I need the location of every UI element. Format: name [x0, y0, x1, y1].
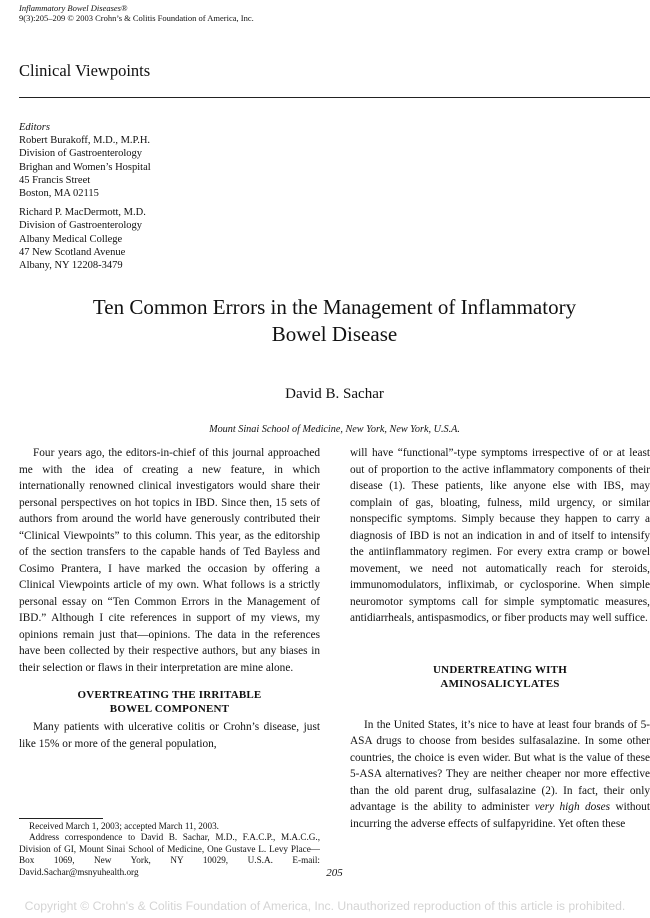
section-title: Clinical Viewpoints [19, 61, 151, 80]
editor2-line: Albany Medical College [19, 233, 123, 245]
editor1-line: Division of Gastroenterology [19, 148, 143, 160]
editor2-line: Albany, NY 12208-3479 [19, 260, 123, 272]
right-column [350, 445, 650, 832]
editor1-line: Boston, MA 02115 [19, 188, 99, 200]
editors-block [19, 121, 151, 272]
article-author: David B. Sachar [285, 386, 384, 402]
section-heading-undertreating [350, 663, 650, 691]
editor1-line: Brighan and Women’s Hospital [19, 161, 151, 173]
undertreating-text: In the United States, it’s nice to have at least four brands of 5-ASA drugs to choose from besides sulfasalazine. In some other countries, the choice is even wider. But what is the value of these 5-ASA alternatives? They are neither cheaper nor more effective than the old parent drug, sulfasalazine (2). In fact, their only advantage is the ability to administer [350, 718, 650, 813]
heading-line: BOWEL COMPONENT [109, 703, 230, 715]
section-divider [19, 97, 650, 98]
journal-name: Inflammatory Bowel Diseases® [19, 3, 128, 13]
article-title [19, 294, 650, 348]
undertreating-paragraph [350, 717, 650, 833]
article-title-line2: Bowel Disease [271, 322, 398, 346]
intro-paragraph: Four years ago, the editors-in-chief of this journal approached me with the idea of creating a new feature, in which internationally renowned clinical investigators would share their personal perspectives on hot topics in IBD. Since then, 15 sets of authors from around the world have generously contributed their “Clinical Viewpoints” to this column. This year, as the editorship of the section transfers to the capable hands of Ted Bayless and Cosimo Prantera, I have marked the occasion by offering a Clinical Viewpoints article of my own. What follows is a strictly personal essay on “Ten Common Errors in the Management of IBD.” Although I cite references in support of my views, my opinions remain just that—opinions. The data in the references have been collected by their respective authors, but any biases in their selection or flaws in their interpretation are mine alone. [19, 447, 320, 674]
editor1-line: 45 Francis Street [19, 174, 91, 186]
editor2-name: Richard P. MacDermott, M.D. [19, 207, 146, 219]
page-number: 205 [326, 867, 343, 879]
author-affiliation: Mount Sinai School of Medicine, New York, New York, U.S.A. [209, 424, 460, 435]
heading-line: AMINOSALICYLATES [440, 677, 560, 690]
editor1-name: Robert Burakoff, M.D., M.P.H. [19, 135, 151, 147]
footnote-divider [19, 818, 103, 819]
article-title-line1: Ten Common Errors in the Management of Inflammatory [92, 295, 577, 319]
emphasis-text: very high doses [534, 801, 611, 813]
overtreating-paragraph-start: Many patients with ulcerative colitis or Crohn’s disease, just like 15% or more of the general population, [19, 721, 320, 750]
section-heading-overtreating [19, 688, 320, 716]
copyright-notice: Copyright © Crohn's & Colitis Foundation of America, Inc. Unauthorized reproduction of this article is prohibited. [24, 899, 626, 913]
heading-line: OVERTREATING THE IRRITABLE [77, 689, 262, 701]
editor2-line: Division of Gastroenterology [19, 220, 143, 232]
received-dates: Received March 1, 2003; accepted March 11, 2003. [29, 821, 219, 831]
left-column [19, 445, 320, 752]
editor2-line: 47 New Scotland Avenue [19, 246, 126, 258]
overtreating-paragraph-cont: will have “functional”-type symptoms irrespective of or at least out of proportion to the active inflammatory components of their disease (1). These patients, like anyone else with IBS, may complain of gas, bloating, fulness, mild urgency, or similar nonspecific symptoms. Simply because they happen to carry a diagnosis of IBD is not an indication in and of itself to intensify the antiinflammatory regimen. For every extra cramp or bowel movement, we need not automatically reach for steroids, immunomodulators, infliximab, or cyclosporine. When simple neuromotor symptoms call for simple symptomatic measures, antidiarrheals, antispasmodics, or fiber products may well suffice. [350, 447, 650, 624]
journal-citation: 9(3):205–209 © 2003 Crohn’s & Colitis Foundation of America, Inc. [19, 13, 254, 23]
undertreating-text: without incurring the adverse effects of sulfapyridine. Yet often these [350, 801, 650, 830]
heading-line: UNDERTREATING WITH [433, 663, 567, 676]
correspondence-address: Address correspondence to David B. Sachar, M.D., F.A.C.P., M.A.C.G., Division of GI, Mount Sinai School of Medicine, One Gustave L. Levy Place—Box 1069, New York, NY 10029, U.S.A. E-mail: David.Sachar@msnyuhealth.org [19, 832, 320, 877]
running-header [19, 3, 254, 23]
editors-label: Editors [19, 122, 50, 133]
